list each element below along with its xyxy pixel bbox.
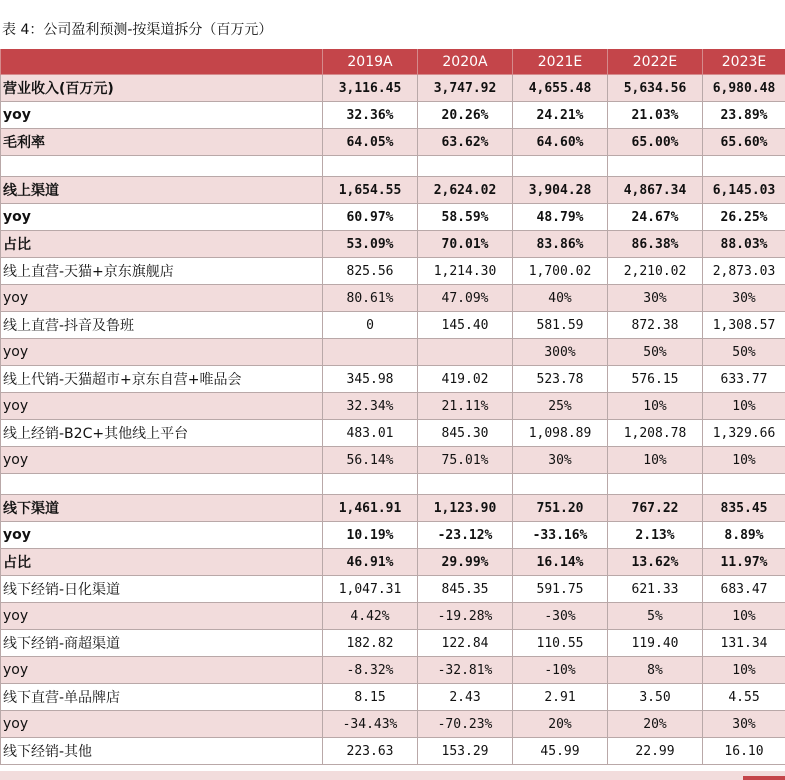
table-row — [1, 102, 785, 129]
value-cell: 6,145.03 — [703, 177, 785, 204]
value-cell: 523.78 — [513, 366, 608, 393]
footer-accent — [743, 776, 785, 780]
value-cell: 2.43 — [418, 684, 513, 711]
value-cell: 483.01 — [323, 420, 418, 447]
value-cell: 32.36% — [323, 102, 418, 129]
value-cell: 2.13% — [608, 522, 703, 549]
table-row — [1, 576, 785, 603]
value-cell: 70.01% — [418, 231, 513, 258]
value-cell: 872.38 — [608, 312, 703, 339]
value-cell: 50% — [608, 339, 703, 366]
value-cell: 56.14% — [323, 447, 418, 474]
table-row — [1, 75, 785, 102]
value-cell: 86.38% — [608, 231, 703, 258]
value-cell: 621.33 — [608, 576, 703, 603]
row-label: 毛利率 — [1, 129, 323, 156]
value-cell: 58.59% — [418, 204, 513, 231]
value-cell: 16.10 — [703, 738, 785, 765]
value-cell: 30% — [703, 711, 785, 738]
value-cell: -32.81% — [418, 657, 513, 684]
value-cell: 2,210.02 — [608, 258, 703, 285]
value-cell: 6,980.48 — [703, 75, 785, 102]
value-cell: -8.32% — [323, 657, 418, 684]
value-cell: 11.97% — [703, 549, 785, 576]
value-cell: 591.75 — [513, 576, 608, 603]
value-cell: -10% — [513, 657, 608, 684]
value-cell: 3,904.28 — [513, 177, 608, 204]
value-cell: 20% — [513, 711, 608, 738]
value-cell: 2,624.02 — [418, 177, 513, 204]
footer-band — [0, 771, 785, 780]
row-label: 线下渠道 — [1, 495, 323, 522]
value-cell — [418, 339, 513, 366]
row-label: yoy — [1, 393, 323, 420]
value-cell: 24.67% — [608, 204, 703, 231]
value-cell: 4,867.34 — [608, 177, 703, 204]
value-cell: 75.01% — [418, 447, 513, 474]
row-label: yoy — [1, 603, 323, 630]
value-cell: 1,329.66 — [703, 420, 785, 447]
value-cell: 45.99 — [513, 738, 608, 765]
value-cell: 3.50 — [608, 684, 703, 711]
header-cell-label — [1, 49, 323, 75]
value-cell: 751.20 — [513, 495, 608, 522]
forecast-table — [0, 49, 785, 765]
value-cell: -30% — [513, 603, 608, 630]
table-row — [1, 711, 785, 738]
spacer-row — [1, 156, 785, 177]
table-row — [1, 177, 785, 204]
value-cell: 182.82 — [323, 630, 418, 657]
row-label — [1, 156, 323, 177]
value-cell — [703, 474, 785, 495]
row-label: 线下经销-商超渠道 — [1, 630, 323, 657]
value-cell: 23.89% — [703, 102, 785, 129]
table-row — [1, 129, 785, 156]
value-cell: 21.03% — [608, 102, 703, 129]
value-cell — [418, 156, 513, 177]
value-cell: 30% — [608, 285, 703, 312]
value-cell: 4,655.48 — [513, 75, 608, 102]
value-cell: 3,116.45 — [323, 75, 418, 102]
value-cell: 581.59 — [513, 312, 608, 339]
table-row — [1, 495, 785, 522]
value-cell: 5,634.56 — [608, 75, 703, 102]
header-cell-2023e: 2023E — [703, 49, 785, 75]
value-cell: 22.99 — [608, 738, 703, 765]
row-label: yoy — [1, 657, 323, 684]
value-cell: 21.11% — [418, 393, 513, 420]
value-cell: 10% — [703, 393, 785, 420]
value-cell: 1,208.78 — [608, 420, 703, 447]
value-cell: -23.12% — [418, 522, 513, 549]
value-cell: 122.84 — [418, 630, 513, 657]
value-cell — [418, 474, 513, 495]
value-cell: 1,214.30 — [418, 258, 513, 285]
value-cell: 4.55 — [703, 684, 785, 711]
value-cell: 131.34 — [703, 630, 785, 657]
table-row — [1, 258, 785, 285]
row-label: 占比 — [1, 549, 323, 576]
table-row — [1, 420, 785, 447]
row-label: 线下经销-其他 — [1, 738, 323, 765]
table-row — [1, 684, 785, 711]
header-row — [1, 49, 785, 75]
value-cell: 1,654.55 — [323, 177, 418, 204]
value-cell: 0 — [323, 312, 418, 339]
value-cell: 10% — [608, 447, 703, 474]
value-cell — [703, 156, 785, 177]
value-cell: 63.62% — [418, 129, 513, 156]
table-row — [1, 630, 785, 657]
value-cell: 8.15 — [323, 684, 418, 711]
value-cell: 83.86% — [513, 231, 608, 258]
value-cell: 60.97% — [323, 204, 418, 231]
value-cell: 8% — [608, 657, 703, 684]
value-cell: 88.03% — [703, 231, 785, 258]
value-cell: 47.09% — [418, 285, 513, 312]
value-cell: 153.29 — [418, 738, 513, 765]
value-cell: 223.63 — [323, 738, 418, 765]
value-cell: 419.02 — [418, 366, 513, 393]
row-label: 线上直营-天猫+京东旗舰店 — [1, 258, 323, 285]
value-cell: 65.60% — [703, 129, 785, 156]
row-label: 占比 — [1, 231, 323, 258]
value-cell: 26.25% — [703, 204, 785, 231]
row-label — [1, 474, 323, 495]
table-row — [1, 285, 785, 312]
value-cell — [608, 474, 703, 495]
value-cell: 10% — [703, 447, 785, 474]
value-cell: 30% — [703, 285, 785, 312]
header-cell-2020a: 2020A — [418, 49, 513, 75]
value-cell: 835.45 — [703, 495, 785, 522]
value-cell: 1,308.57 — [703, 312, 785, 339]
value-cell: 110.55 — [513, 630, 608, 657]
value-cell: 145.40 — [418, 312, 513, 339]
value-cell: 40% — [513, 285, 608, 312]
value-cell: 1,098.89 — [513, 420, 608, 447]
row-label: yoy — [1, 204, 323, 231]
value-cell: 32.34% — [323, 393, 418, 420]
value-cell: 24.21% — [513, 102, 608, 129]
value-cell: 2.91 — [513, 684, 608, 711]
header-cell-2021e: 2021E — [513, 49, 608, 75]
value-cell: 64.60% — [513, 129, 608, 156]
table-row — [1, 312, 785, 339]
value-cell: 576.15 — [608, 366, 703, 393]
value-cell: 20% — [608, 711, 703, 738]
table-row — [1, 204, 785, 231]
value-cell: 10% — [703, 657, 785, 684]
table-body — [1, 75, 785, 765]
value-cell: 119.40 — [608, 630, 703, 657]
value-cell: 683.47 — [703, 576, 785, 603]
value-cell: 1,047.31 — [323, 576, 418, 603]
value-cell: 845.30 — [418, 420, 513, 447]
table-row — [1, 738, 785, 765]
table-row — [1, 447, 785, 474]
value-cell: 64.05% — [323, 129, 418, 156]
value-cell: 65.00% — [608, 129, 703, 156]
value-cell: 48.79% — [513, 204, 608, 231]
value-cell: 8.89% — [703, 522, 785, 549]
value-cell: -34.43% — [323, 711, 418, 738]
table-caption: 表 4：公司盈利预测-按渠道拆分（百万元） — [2, 22, 273, 38]
value-cell: 2,873.03 — [703, 258, 785, 285]
value-cell: 300% — [513, 339, 608, 366]
value-cell: 10% — [703, 603, 785, 630]
row-label: yoy — [1, 285, 323, 312]
value-cell: 10.19% — [323, 522, 418, 549]
spacer-row — [1, 474, 785, 495]
table-row — [1, 231, 785, 258]
value-cell — [608, 156, 703, 177]
value-cell: 50% — [703, 339, 785, 366]
value-cell: 53.09% — [323, 231, 418, 258]
value-cell: 825.56 — [323, 258, 418, 285]
row-label: 线上经销-B2C+其他线上平台 — [1, 420, 323, 447]
value-cell: 46.91% — [323, 549, 418, 576]
value-cell: 10% — [608, 393, 703, 420]
value-cell: 20.26% — [418, 102, 513, 129]
value-cell: 767.22 — [608, 495, 703, 522]
table-row — [1, 339, 785, 366]
value-cell: 845.35 — [418, 576, 513, 603]
value-cell — [323, 156, 418, 177]
row-label: 线上代销-天猫超市+京东自营+唯品会 — [1, 366, 323, 393]
value-cell: 16.14% — [513, 549, 608, 576]
value-cell — [513, 474, 608, 495]
table-row — [1, 366, 785, 393]
header-cell-2019a: 2019A — [323, 49, 418, 75]
row-label: 营业收入(百万元) — [1, 75, 323, 102]
value-cell: 4.42% — [323, 603, 418, 630]
value-cell: 633.77 — [703, 366, 785, 393]
table-row — [1, 603, 785, 630]
row-label: yoy — [1, 522, 323, 549]
value-cell: 29.99% — [418, 549, 513, 576]
value-cell — [513, 156, 608, 177]
value-cell: -19.28% — [418, 603, 513, 630]
value-cell: 13.62% — [608, 549, 703, 576]
value-cell: 345.98 — [323, 366, 418, 393]
table-row — [1, 393, 785, 420]
row-label: 线下经销-日化渠道 — [1, 576, 323, 603]
value-cell: 1,461.91 — [323, 495, 418, 522]
table-row — [1, 549, 785, 576]
table-row — [1, 522, 785, 549]
value-cell: 80.61% — [323, 285, 418, 312]
row-label: 线上直营-抖音及鲁班 — [1, 312, 323, 339]
value-cell — [323, 339, 418, 366]
row-label: yoy — [1, 102, 323, 129]
value-cell: 1,700.02 — [513, 258, 608, 285]
value-cell: 1,123.90 — [418, 495, 513, 522]
row-label: 线下直营-单品牌店 — [1, 684, 323, 711]
row-label: yoy — [1, 339, 323, 366]
value-cell: 30% — [513, 447, 608, 474]
value-cell: -70.23% — [418, 711, 513, 738]
row-label: yoy — [1, 711, 323, 738]
value-cell: -33.16% — [513, 522, 608, 549]
header-cell-2022e: 2022E — [608, 49, 703, 75]
value-cell: 5% — [608, 603, 703, 630]
table-row — [1, 657, 785, 684]
value-cell: 25% — [513, 393, 608, 420]
row-label: yoy — [1, 447, 323, 474]
value-cell — [323, 474, 418, 495]
row-label: 线上渠道 — [1, 177, 323, 204]
value-cell: 3,747.92 — [418, 75, 513, 102]
